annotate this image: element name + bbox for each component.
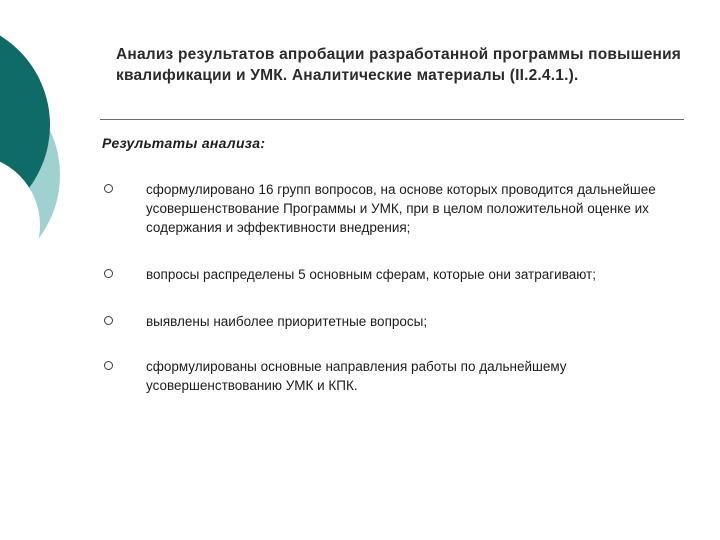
title-divider	[100, 119, 684, 120]
circle-bullet-icon	[104, 269, 113, 278]
bullet-text: вопросы распределены 5 основным сферам, которые они затрагивают;	[146, 267, 596, 282]
results-label: Результаты анализа:	[102, 135, 266, 151]
bullet-text: выявлены наиболее приоритетные вопросы;	[146, 314, 428, 329]
circle-bullet-icon	[104, 361, 113, 370]
circle-bullet-icon	[104, 316, 113, 325]
bullet-text: сформулировано 16 групп вопросов, на основе которых проводится дальнейшее усовершенствование Программы и УМК, при в целом положительной оценке их содержания и эффективности внедрения;	[146, 182, 656, 235]
slide-title: Анализ результатов апробации разработанной программы повышения квалификации и УМК. Аналитические материалы (II.2.4.1.).	[116, 46, 682, 84]
bullet-text: сформулированы основные направления работы по дальнейшему усовершенствованию УМК и КПК.	[146, 359, 567, 393]
circle-bullet-icon	[104, 184, 113, 193]
decorative-circles	[0, 0, 100, 300]
